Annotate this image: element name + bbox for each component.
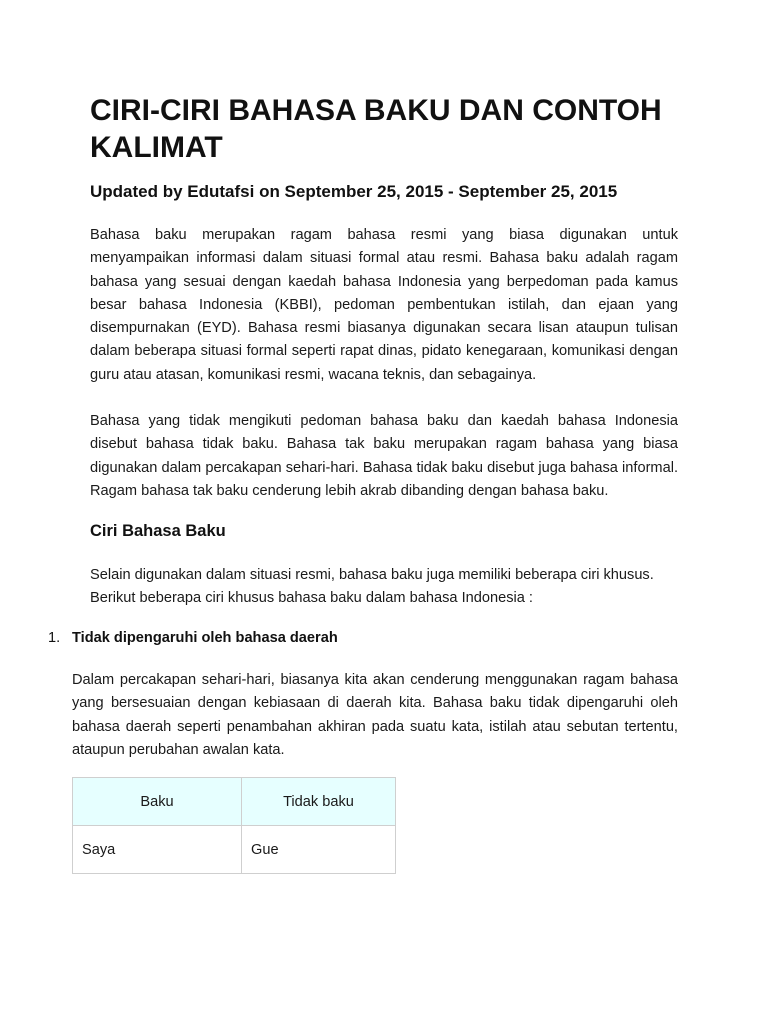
list-item <box>48 627 338 649</box>
non-standard-paragraph: Bahasa yang tidak mengikuti pedoman bahasa baku dan kaedah bahasa Indonesia disebut bahasa tidak baku. Bahasa tak baku merupakan ragam bahasa yang biasa digunakan dalam percakapan sehari-hari. Bahasa tidak baku disebut juga bahasa informal. Ragam bahasa tak baku cenderung lebih akrab dibanding dengan bahasa baku. <box>90 413 678 499</box>
intro-paragraph: Bahasa baku merupakan ragam bahasa resmi yang biasa digunakan untuk menyampaikan informasi dalam situasi formal atau resmi. Bahasa baku adalah ragam bahasa yang sesuai dengan kaedah bahasa Indonesia yang berpedoman pada kamus besar bahasa Indonesia (KBBI), pedoman pembentukan istilah, dan ejaan yang disempurnakan (EYD). Bahasa resmi biasanya digunakan secara lisan ataupun tulisan dalam beberapa situasi formal seperti rapat dinas, pidato kenegaraan, komunikasi dengan guru atau atasan, komunikasi resmi, wacana teknis, dan sebagainya. <box>90 227 678 383</box>
table-header-cell: Tidak baku <box>242 778 396 826</box>
list-item-description: Dalam percakapan sehari-hari, biasanya kita akan cenderung menggunakan ragam bahasa yang bersesuaian dengan kebiasaan di daerah kita. Bahasa baku tidak dipengaruhi oleh bahasa daerah seperti penambahan akhiran pada suatu kata, istilah atau sebutan tertentu, ataupun perubahan awalan kata. <box>72 672 678 758</box>
section-intro-paragraph: Selain digunakan dalam situasi resmi, bahasa baku juga memiliki beberapa ciri khusus. Berikut beberapa ciri khusus bahasa baku dalam bahasa Indonesia : <box>90 567 654 607</box>
table-header-row <box>73 778 396 826</box>
table-cell: Saya <box>73 826 242 874</box>
comparison-table <box>72 777 396 874</box>
table-row <box>73 826 396 874</box>
list-item-label: Tidak dipengaruhi oleh bahasa daerah <box>72 630 338 646</box>
article-byline: Updated by Edutafsi on September 25, 2015 - September 25, 2015 <box>90 182 618 201</box>
section-heading: Ciri Bahasa Baku <box>90 522 226 540</box>
list-item-number: 1. <box>48 630 61 646</box>
table-cell: Gue <box>242 826 396 874</box>
table-header-cell: Baku <box>73 778 242 826</box>
page-title: CIRI-CIRI BAHASA BAKU DAN CONTOH KALIMAT <box>90 94 662 164</box>
